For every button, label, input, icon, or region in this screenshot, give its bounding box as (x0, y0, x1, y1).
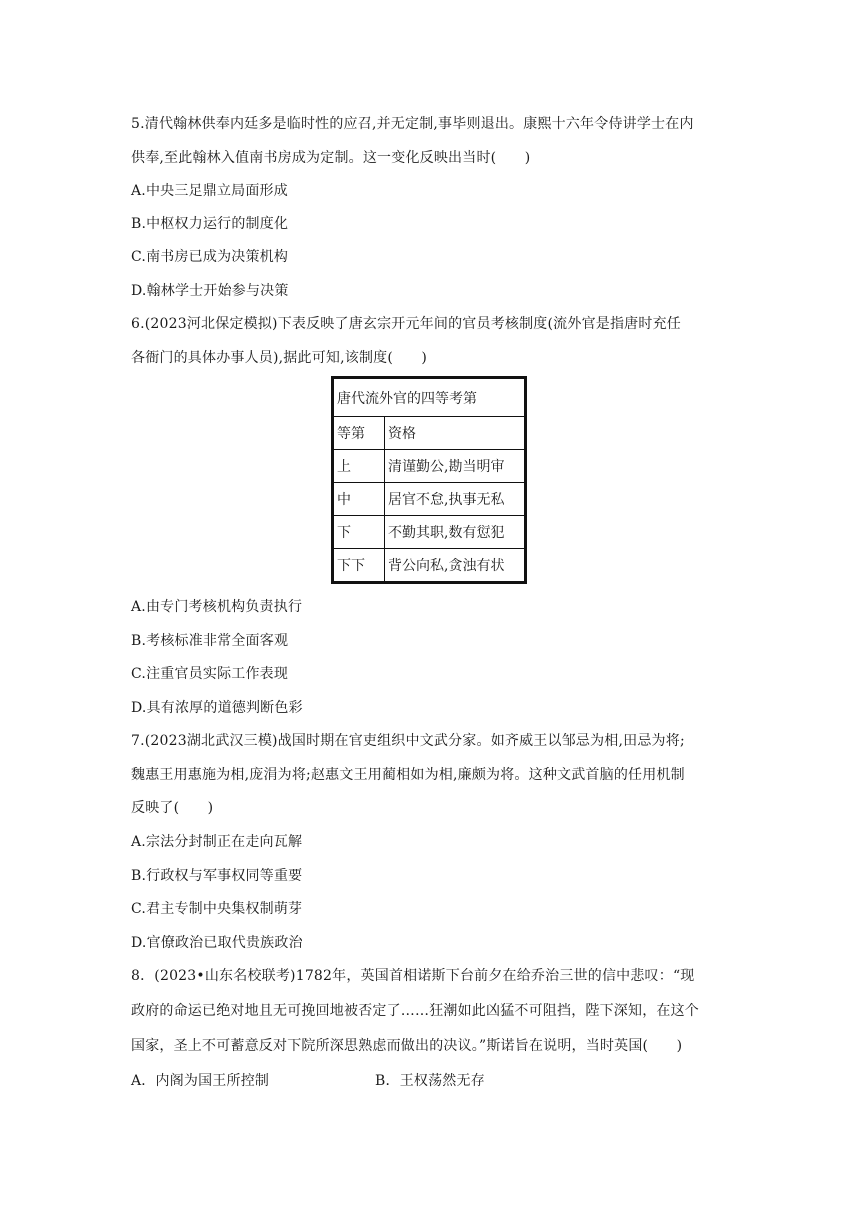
table-cell-grade: 中 (334, 483, 385, 516)
q7-option-b: B.行政权与军事权同等重要 (131, 868, 303, 884)
table-header-grade: 等第 (334, 417, 385, 450)
q7-stem-line-2: 魏惠王用惠施为相,庞涓为将;赵惠文王用蔺相如为相,廉颇为将。这种文武首脑的任用机制 (131, 767, 685, 783)
q7-stem-line-3: 反映了( ) (131, 800, 214, 816)
table-header-row (334, 417, 525, 450)
q7-stem-line-1: 7.(2023湖北武汉三模)战国时期在官吏组织中文武分家。如齐威王以邹忌为相,田忌为将; (131, 733, 685, 749)
q5-option-c: C.南书房已成为决策机构 (131, 249, 289, 265)
table-title-row (334, 379, 525, 417)
table-row (334, 549, 525, 582)
table-cell-qualification: 清谨勤公,勘当明审 (385, 450, 525, 483)
q5-option-d: D.翰林学士开始参与决策 (131, 283, 289, 299)
q6-option-d: D.具有浓厚的道德判断色彩 (131, 700, 303, 716)
table-cell-grade: 下 (334, 516, 385, 549)
table-cell-grade: 上 (334, 450, 385, 483)
q6-option-b: B.考核标准非常全面客观 (131, 633, 289, 649)
table-cell-qualification: 居官不怠,执事无私 (385, 483, 525, 516)
table-cell-qualification: 不勤其职,数有愆犯 (385, 516, 525, 549)
q7-option-a: A.宗法分封制正在走向瓦解 (131, 834, 303, 850)
q8-option-b: B．王权荡然无存 (375, 1073, 485, 1089)
q6-stem-line-2: 各衙门的具体办事人员),据此可知,该制度( ) (131, 350, 428, 366)
table-row (334, 483, 525, 516)
q8-option-a: A．内阁为国王所控制 (131, 1073, 270, 1089)
q5-stem-line-2: 供奉,至此翰林入值南书房成为定制。这一变化反映出当时( ) (131, 150, 531, 166)
q6-stem-line-1: 6.(2023河北保定模拟)下表反映了唐玄宗开元年间的官员考核制度(流外官是指唐时充任 (131, 316, 681, 332)
q6-option-a: A.由专门考核机构负责执行 (131, 599, 303, 615)
q7-option-c: C.君主专制中央集权制萌芽 (131, 901, 303, 917)
q8-stem-line-2: 政府的命运已绝对地且无可挽回地被否定了……狂潮如此凶猛不可阻挡，陛下深知，在这个 (131, 1003, 699, 1019)
q8-stem-line-1: 8．(2023•山东名校联考)1782年，英国首相诺斯下台前夕在给乔治三世的信中悲叹：“现 (131, 968, 695, 984)
table-row (334, 450, 525, 483)
table-cell-qualification: 背公向私,贪浊有状 (385, 549, 525, 582)
grade-table (331, 376, 527, 584)
table-cell-grade: 下下 (334, 549, 385, 582)
table-row (334, 516, 525, 549)
q5-option-a: A.中央三足鼎立局面形成 (131, 183, 288, 199)
q8-stem-line-3: 国家，圣上不可蓄意反对下院所深思熟虑而做出的决议。”斯诺旨在说明，当时英国( ) (131, 1038, 683, 1054)
table-header-qualification: 资格 (385, 417, 525, 450)
q5-stem-line-1: 5.清代翰林供奉内廷多是临时性的应召,并无定制,事毕则退出。康熙十六年令侍讲学士在内 (131, 116, 694, 132)
table-title: 唐代流外官的四等考第 (334, 379, 525, 417)
q7-option-d: D.官僚政治已取代贵族政治 (131, 935, 303, 951)
q5-option-b: B.中枢权力运行的制度化 (131, 216, 289, 232)
q6-option-c: C.注重官员实际工作表现 (131, 666, 289, 682)
